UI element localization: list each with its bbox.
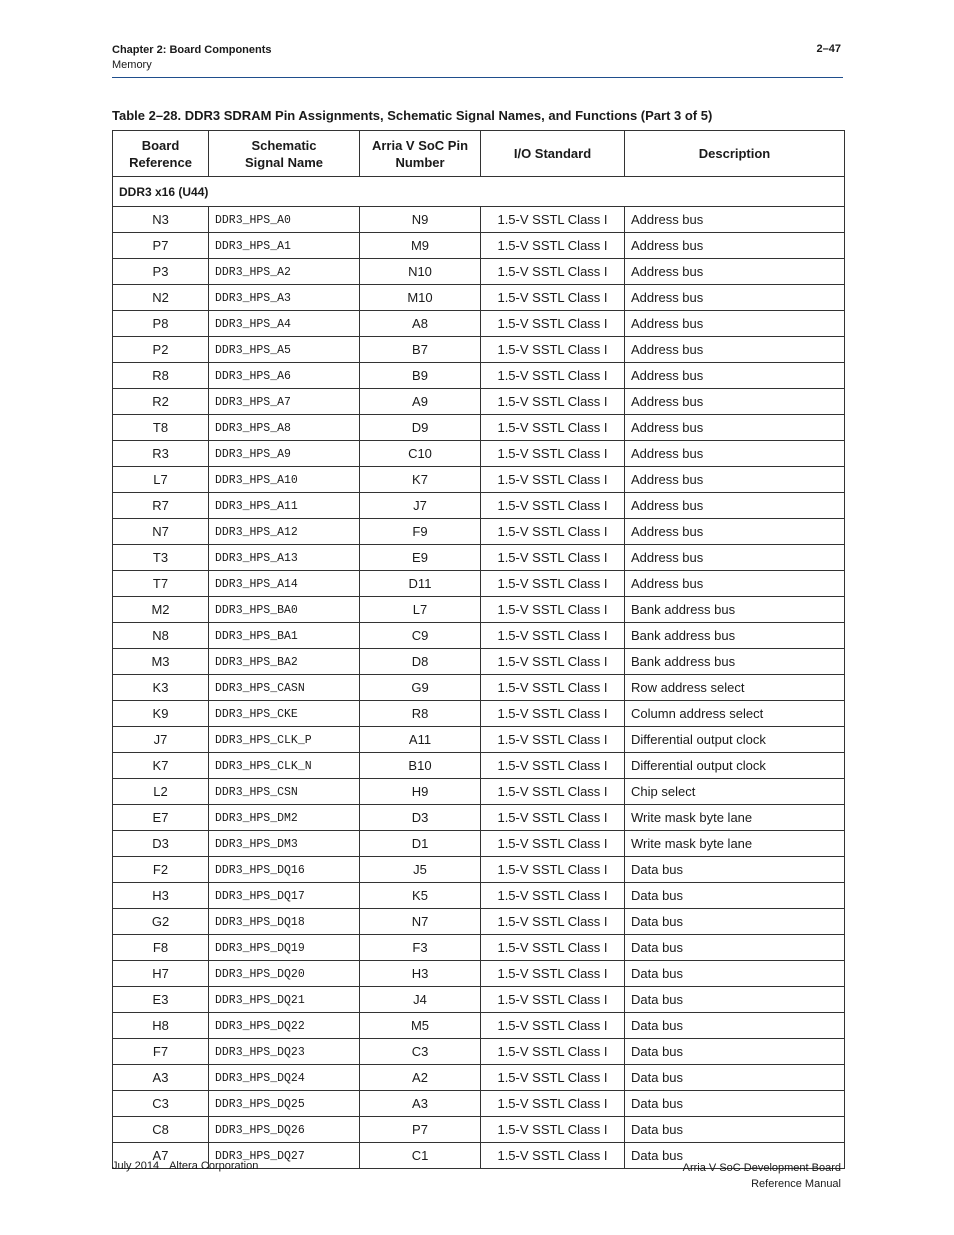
table-row <box>113 701 845 727</box>
table-caption: Table 2–28. DDR3 SDRAM Pin Assignments, Schematic Signal Names, and Functions (Part 3 of 5) <box>112 108 713 123</box>
footer-doc-subtitle: Reference Manual <box>751 1178 841 1190</box>
board-reference-cell: F8 <box>113 935 209 961</box>
io-standard-cell: 1.5-V SSTL Class I <box>481 389 625 415</box>
board-reference-cell: F7 <box>113 1039 209 1065</box>
description-cell: Data bus <box>625 1065 845 1091</box>
description-cell: Address bus <box>625 259 845 285</box>
table-row <box>113 883 845 909</box>
board-reference-cell: R7 <box>113 493 209 519</box>
description-cell: Address bus <box>625 233 845 259</box>
signal-name-cell: DDR3_HPS_CKE <box>209 701 360 727</box>
pin-number-cell: C10 <box>360 441 481 467</box>
description-cell: Address bus <box>625 493 845 519</box>
io-standard-cell: 1.5-V SSTL Class I <box>481 207 625 233</box>
io-standard-cell: 1.5-V SSTL Class I <box>481 935 625 961</box>
pin-number-cell: M9 <box>360 233 481 259</box>
io-standard-cell: 1.5-V SSTL Class I <box>481 883 625 909</box>
io-standard-cell: 1.5-V SSTL Class I <box>481 1091 625 1117</box>
pin-number-cell: J5 <box>360 857 481 883</box>
board-reference-cell: M3 <box>113 649 209 675</box>
signal-name-cell: DDR3_HPS_A0 <box>209 207 360 233</box>
pin-number-cell: M5 <box>360 1013 481 1039</box>
description-cell: Bank address bus <box>625 623 845 649</box>
table-row <box>113 519 845 545</box>
signal-name-cell: DDR3_HPS_DQ16 <box>209 857 360 883</box>
description-cell: Row address select <box>625 675 845 701</box>
board-reference-cell: L2 <box>113 779 209 805</box>
pin-number-cell: P7 <box>360 1117 481 1143</box>
section-row <box>113 177 845 207</box>
signal-name-cell: DDR3_HPS_CLK_P <box>209 727 360 753</box>
pin-number-cell: H9 <box>360 779 481 805</box>
table-row <box>113 1091 845 1117</box>
board-reference-cell: H7 <box>113 961 209 987</box>
io-standard-cell: 1.5-V SSTL Class I <box>481 363 625 389</box>
description-cell: Address bus <box>625 311 845 337</box>
table-row <box>113 753 845 779</box>
section-label: DDR3 x16 (U44) <box>113 177 845 207</box>
signal-name-cell: DDR3_HPS_A2 <box>209 259 360 285</box>
description-cell: Data bus <box>625 1117 845 1143</box>
board-reference-cell: E7 <box>113 805 209 831</box>
pin-number-cell: H3 <box>360 961 481 987</box>
description-cell: Data bus <box>625 1091 845 1117</box>
board-reference-cell: N2 <box>113 285 209 311</box>
pin-number-cell: F3 <box>360 935 481 961</box>
table-row <box>113 337 845 363</box>
board-reference-cell: R8 <box>113 363 209 389</box>
description-cell: Address bus <box>625 519 845 545</box>
description-cell: Address bus <box>625 207 845 233</box>
io-standard-cell: 1.5-V SSTL Class I <box>481 311 625 337</box>
io-standard-cell: 1.5-V SSTL Class I <box>481 675 625 701</box>
io-standard-cell: 1.5-V SSTL Class I <box>481 987 625 1013</box>
pin-number-cell: K7 <box>360 467 481 493</box>
table-row <box>113 389 845 415</box>
signal-name-cell: DDR3_HPS_A6 <box>209 363 360 389</box>
signal-name-cell: DDR3_HPS_DQ18 <box>209 909 360 935</box>
col-pin-number: Arria V SoC Pin Number <box>360 131 481 177</box>
board-reference-cell: N3 <box>113 207 209 233</box>
description-cell: Data bus <box>625 935 845 961</box>
signal-name-cell: DDR3_HPS_DQ22 <box>209 1013 360 1039</box>
io-standard-cell: 1.5-V SSTL Class I <box>481 467 625 493</box>
description-cell: Address bus <box>625 389 845 415</box>
signal-name-cell: DDR3_HPS_A4 <box>209 311 360 337</box>
chapter-title: Chapter 2: Board Components <box>112 44 272 56</box>
pin-number-cell: R8 <box>360 701 481 727</box>
pin-number-cell: J7 <box>360 493 481 519</box>
signal-name-cell: DDR3_HPS_DM2 <box>209 805 360 831</box>
io-standard-cell: 1.5-V SSTL Class I <box>481 545 625 571</box>
signal-name-cell: DDR3_HPS_DQ19 <box>209 935 360 961</box>
signal-name-cell: DDR3_HPS_A14 <box>209 571 360 597</box>
footer-date: July 2014 <box>112 1160 160 1172</box>
pin-number-cell: N10 <box>360 259 481 285</box>
table-row <box>113 207 845 233</box>
board-reference-cell: P7 <box>113 233 209 259</box>
io-standard-cell: 1.5-V SSTL Class I <box>481 1013 625 1039</box>
pin-number-cell: D1 <box>360 831 481 857</box>
table-row <box>113 649 845 675</box>
io-standard-cell: 1.5-V SSTL Class I <box>481 805 625 831</box>
io-standard-cell: 1.5-V SSTL Class I <box>481 753 625 779</box>
board-reference-cell: A7 <box>113 1143 209 1169</box>
table-row <box>113 1039 845 1065</box>
signal-name-cell: DDR3_HPS_A7 <box>209 389 360 415</box>
io-standard-cell: 1.5-V SSTL Class I <box>481 727 625 753</box>
pin-number-cell: A11 <box>360 727 481 753</box>
description-cell: Bank address bus <box>625 649 845 675</box>
page-number: 2–47 <box>816 43 841 55</box>
description-cell: Data bus <box>625 987 845 1013</box>
description-cell: Address bus <box>625 467 845 493</box>
io-standard-cell: 1.5-V SSTL Class I <box>481 857 625 883</box>
pin-number-cell: B10 <box>360 753 481 779</box>
description-cell: Data bus <box>625 961 845 987</box>
board-reference-cell: K3 <box>113 675 209 701</box>
pin-number-cell: A2 <box>360 1065 481 1091</box>
description-cell: Address bus <box>625 441 845 467</box>
signal-name-cell: DDR3_HPS_CASN <box>209 675 360 701</box>
board-reference-cell: G2 <box>113 909 209 935</box>
io-standard-cell: 1.5-V SSTL Class I <box>481 649 625 675</box>
table-row <box>113 285 845 311</box>
board-reference-cell: R2 <box>113 389 209 415</box>
signal-name-cell: DDR3_HPS_DQ27 <box>209 1143 360 1169</box>
description-cell: Data bus <box>625 1039 845 1065</box>
io-standard-cell: 1.5-V SSTL Class I <box>481 623 625 649</box>
description-cell: Address bus <box>625 363 845 389</box>
description-cell: Differential output clock <box>625 753 845 779</box>
table-row <box>113 857 845 883</box>
pin-number-cell: D3 <box>360 805 481 831</box>
table-row <box>113 675 845 701</box>
table-header-row <box>113 131 845 177</box>
table-row <box>113 1117 845 1143</box>
pin-number-cell: J4 <box>360 987 481 1013</box>
io-standard-cell: 1.5-V SSTL Class I <box>481 701 625 727</box>
running-header <box>112 43 272 73</box>
description-cell: Write mask byte lane <box>625 805 845 831</box>
description-cell: Data bus <box>625 857 845 883</box>
board-reference-cell: E3 <box>113 987 209 1013</box>
table-row <box>113 805 845 831</box>
pin-number-cell: B9 <box>360 363 481 389</box>
signal-name-cell: DDR3_HPS_A11 <box>209 493 360 519</box>
header-rule <box>112 77 843 78</box>
description-cell: Data bus <box>625 909 845 935</box>
table-row <box>113 467 845 493</box>
pin-number-cell: C9 <box>360 623 481 649</box>
signal-name-cell: DDR3_HPS_BA1 <box>209 623 360 649</box>
board-reference-cell: K9 <box>113 701 209 727</box>
signal-name-cell: DDR3_HPS_DQ17 <box>209 883 360 909</box>
board-reference-cell: R3 <box>113 441 209 467</box>
description-cell: Data bus <box>625 1143 845 1169</box>
board-reference-cell: T7 <box>113 571 209 597</box>
pin-number-cell: D11 <box>360 571 481 597</box>
signal-name-cell: DDR3_HPS_DQ24 <box>209 1065 360 1091</box>
signal-name-cell: DDR3_HPS_DQ25 <box>209 1091 360 1117</box>
board-reference-cell: N7 <box>113 519 209 545</box>
table-row <box>113 311 845 337</box>
signal-name-cell: DDR3_HPS_DQ20 <box>209 961 360 987</box>
table-row <box>113 597 845 623</box>
board-reference-cell: C8 <box>113 1117 209 1143</box>
io-standard-cell: 1.5-V SSTL Class I <box>481 779 625 805</box>
table-row <box>113 727 845 753</box>
signal-name-cell: DDR3_HPS_A1 <box>209 233 360 259</box>
board-reference-cell: A3 <box>113 1065 209 1091</box>
signal-name-cell: DDR3_HPS_A3 <box>209 285 360 311</box>
table-row <box>113 259 845 285</box>
pin-number-cell: A8 <box>360 311 481 337</box>
signal-name-cell: DDR3_HPS_DQ23 <box>209 1039 360 1065</box>
board-reference-cell: P2 <box>113 337 209 363</box>
pin-number-cell: M10 <box>360 285 481 311</box>
description-cell: Address bus <box>625 285 845 311</box>
io-standard-cell: 1.5-V SSTL Class I <box>481 337 625 363</box>
io-standard-cell: 1.5-V SSTL Class I <box>481 441 625 467</box>
footer-right <box>683 1160 841 1192</box>
board-reference-cell: T8 <box>113 415 209 441</box>
io-standard-cell: 1.5-V SSTL Class I <box>481 1039 625 1065</box>
col-io-standard: I/O Standard <box>481 131 625 177</box>
io-standard-cell: 1.5-V SSTL Class I <box>481 831 625 857</box>
table-row <box>113 623 845 649</box>
table-row <box>113 779 845 805</box>
pin-number-cell: N9 <box>360 207 481 233</box>
description-cell: Write mask byte lane <box>625 831 845 857</box>
board-reference-cell: D3 <box>113 831 209 857</box>
signal-name-cell: DDR3_HPS_A12 <box>209 519 360 545</box>
pin-number-cell: B7 <box>360 337 481 363</box>
pin-number-cell: A9 <box>360 389 481 415</box>
pin-number-cell: G9 <box>360 675 481 701</box>
table-row <box>113 233 845 259</box>
description-cell: Chip select <box>625 779 845 805</box>
footer-company: Altera Corporation <box>169 1160 259 1172</box>
signal-name-cell: DDR3_HPS_A9 <box>209 441 360 467</box>
pin-number-cell: K5 <box>360 883 481 909</box>
pin-number-cell: E9 <box>360 545 481 571</box>
pin-number-cell: D8 <box>360 649 481 675</box>
pin-number-cell: A3 <box>360 1091 481 1117</box>
col-board-reference: Board Reference <box>113 131 209 177</box>
description-cell: Data bus <box>625 883 845 909</box>
io-standard-cell: 1.5-V SSTL Class I <box>481 1117 625 1143</box>
board-reference-cell: N8 <box>113 623 209 649</box>
io-standard-cell: 1.5-V SSTL Class I <box>481 571 625 597</box>
io-standard-cell: 1.5-V SSTL Class I <box>481 1143 625 1169</box>
description-cell: Bank address bus <box>625 597 845 623</box>
io-standard-cell: 1.5-V SSTL Class I <box>481 909 625 935</box>
board-reference-cell: P8 <box>113 311 209 337</box>
board-reference-cell: H8 <box>113 1013 209 1039</box>
io-standard-cell: 1.5-V SSTL Class I <box>481 961 625 987</box>
pin-number-cell: C3 <box>360 1039 481 1065</box>
signal-name-cell: DDR3_HPS_A5 <box>209 337 360 363</box>
description-cell: Differential output clock <box>625 727 845 753</box>
signal-name-cell: DDR3_HPS_DQ21 <box>209 987 360 1013</box>
signal-name-cell: DDR3_HPS_BA0 <box>209 597 360 623</box>
io-standard-cell: 1.5-V SSTL Class I <box>481 259 625 285</box>
table-row <box>113 363 845 389</box>
table-row <box>113 1065 845 1091</box>
description-cell: Column address select <box>625 701 845 727</box>
table-row <box>113 831 845 857</box>
table-row <box>113 935 845 961</box>
description-cell: Address bus <box>625 337 845 363</box>
board-reference-cell: F2 <box>113 857 209 883</box>
board-reference-cell: L7 <box>113 467 209 493</box>
footer-left <box>112 1160 258 1172</box>
io-standard-cell: 1.5-V SSTL Class I <box>481 233 625 259</box>
signal-name-cell: DDR3_HPS_BA2 <box>209 649 360 675</box>
description-cell: Address bus <box>625 545 845 571</box>
table-row <box>113 571 845 597</box>
io-standard-cell: 1.5-V SSTL Class I <box>481 493 625 519</box>
table-row <box>113 987 845 1013</box>
pin-number-cell: L7 <box>360 597 481 623</box>
board-reference-cell: T3 <box>113 545 209 571</box>
col-description: Description <box>625 131 845 177</box>
description-cell: Address bus <box>625 415 845 441</box>
board-reference-cell: C3 <box>113 1091 209 1117</box>
description-cell: Address bus <box>625 571 845 597</box>
pin-number-cell: D9 <box>360 415 481 441</box>
io-standard-cell: 1.5-V SSTL Class I <box>481 519 625 545</box>
signal-name-cell: DDR3_HPS_CSN <box>209 779 360 805</box>
table-row <box>113 493 845 519</box>
signal-name-cell: DDR3_HPS_DQ26 <box>209 1117 360 1143</box>
io-standard-cell: 1.5-V SSTL Class I <box>481 415 625 441</box>
board-reference-cell: H3 <box>113 883 209 909</box>
table-row <box>113 961 845 987</box>
pin-number-cell: F9 <box>360 519 481 545</box>
table-row <box>113 1013 845 1039</box>
board-reference-cell: M2 <box>113 597 209 623</box>
col-signal-name: Schematic Signal Name <box>209 131 360 177</box>
board-reference-cell: P3 <box>113 259 209 285</box>
board-reference-cell: J7 <box>113 727 209 753</box>
table-row <box>113 415 845 441</box>
io-standard-cell: 1.5-V SSTL Class I <box>481 1065 625 1091</box>
io-standard-cell: 1.5-V SSTL Class I <box>481 285 625 311</box>
signal-name-cell: DDR3_HPS_A13 <box>209 545 360 571</box>
table-row <box>113 909 845 935</box>
signal-name-cell: DDR3_HPS_DM3 <box>209 831 360 857</box>
footer-doc-title: Arria V SoC Development Board <box>682 1162 841 1174</box>
table-row <box>113 441 845 467</box>
board-reference-cell: K7 <box>113 753 209 779</box>
io-standard-cell: 1.5-V SSTL Class I <box>481 597 625 623</box>
description-cell: Data bus <box>625 1013 845 1039</box>
signal-name-cell: DDR3_HPS_A8 <box>209 415 360 441</box>
signal-name-cell: DDR3_HPS_A10 <box>209 467 360 493</box>
signal-name-cell: DDR3_HPS_CLK_N <box>209 753 360 779</box>
pin-number-cell: N7 <box>360 909 481 935</box>
pin-assignment-table <box>112 130 845 1169</box>
table-row <box>113 545 845 571</box>
section-title: Memory <box>112 59 152 71</box>
pin-number-cell: C1 <box>360 1143 481 1169</box>
